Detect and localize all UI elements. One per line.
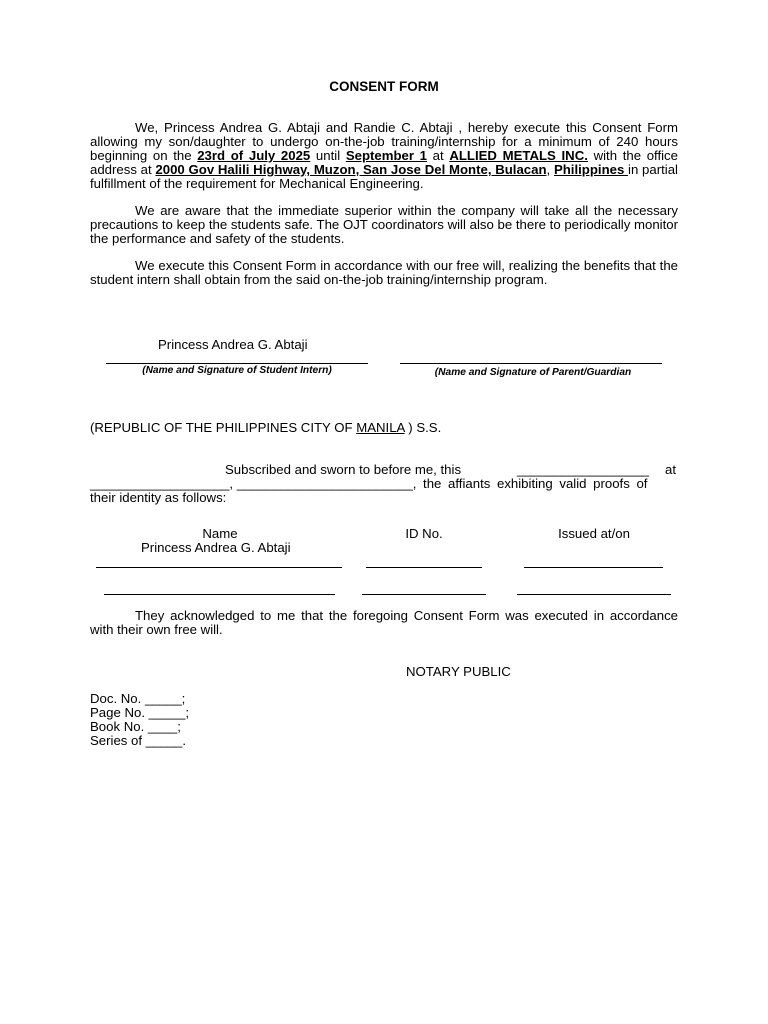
sworn-date-blank[interactable]: __________________ [517,462,650,477]
sworn-place-blank[interactable]: ___________________, [90,476,234,491]
safety-text: We are aware that the immediate superior within the company will take all the necessary precautions to keep the students safe. The OJT coordinators will also be there to periodically monitor the performance and safety of the students. [90,203,678,246]
paragraph-acknowledgment [90,609,678,637]
start-date: 23rd of July 2025 [197,148,311,163]
registry-book-blank[interactable]: ____; [147,719,181,734]
consent-text-6: in partial fulfillment of the requirement for Mechanical Engineering. [90,162,678,191]
company-name: ALLIED METALS INC. [449,148,588,163]
document-title: CONSENT FORM [329,79,439,94]
sworn-text: Subscribed and sworn to before me, this [225,462,462,477]
col-header-id: ID No. [405,526,443,541]
consent-text-4: with the office address at [90,148,678,177]
row1-issued-line[interactable] [524,567,663,568]
student-signature-line[interactable] [106,363,368,364]
registry-book: Book No. ____; [90,719,181,734]
registry-doc-blank[interactable]: _____; [144,691,186,706]
consent-text-2: until [310,148,346,163]
sworn-identity-text: their identity as follows: [90,490,227,505]
free-will-text: We execute this Consent Form in accordance with our free will, realizing the benefits that the student intern shall obtain from the said on-the-job training/internship program. [90,258,678,287]
registry-series-blank[interactable]: _____. [145,733,187,748]
row2-issued-line[interactable] [517,594,671,595]
consent-text-5: , [546,162,554,177]
sworn-line-2 [90,476,647,491]
sworn-affiants-text: , the affiants exhibiting valid proofs of [412,476,648,491]
col-header-issued: Issued at/on [558,526,630,541]
parent-signature-line[interactable] [400,363,662,364]
table-row-name: Princess Andrea G. Abtaji [141,540,291,555]
row1-name-line[interactable] [96,567,342,568]
consent-text-1: We, Princess Andrea G. Abtaji and Randie C. Abtaji , hereby execute this Consent Form allowing my son/daughter to undergo on-the-job training/internship for a minimum of 240 hours beginning on the [90,120,678,163]
student-signature-caption: (Name and Signature of Student Intern) [142,365,332,376]
end-date: September 1 [345,148,427,163]
paragraph-safety [90,204,678,246]
registry-block [90,692,189,748]
row2-name-line[interactable] [104,594,335,595]
registry-page: Page No. _____; [90,705,190,720]
registry-page-blank[interactable]: _____; [148,705,190,720]
row1-id-line[interactable] [366,567,482,568]
acknowledgment-text: They acknowledged to me that the foregoing Consent Form was executed in accordance with their own free will. [90,608,678,637]
notary-public-label: NOTARY PUBLIC [406,664,511,679]
venue-line [90,420,441,435]
col-header-name: Name [202,526,238,541]
student-name: Princess Andrea G. Abtaji [158,337,308,352]
paragraph-free-will [90,259,678,287]
venue-city: MANILA [356,420,405,435]
registry-doc: Doc. No. _____; [90,691,186,706]
office-address: 2000 Gov Halili Highway, Muzon, San Jose Del Monte, Bulacan [155,162,547,177]
consent-text-3: at [426,148,450,163]
venue-suffix: ) S.S. [404,420,442,435]
paragraph-consent [90,121,678,191]
country: Philippines [553,162,629,177]
sworn-at: at [665,462,676,477]
row2-id-line[interactable] [362,594,486,595]
venue-prefix: (REPUBLIC OF THE PHILIPPINES CITY OF [90,420,357,435]
parent-signature-caption: (Name and Signature of Parent/Guardian [434,367,632,378]
sworn-date2-blank[interactable]: ________________________ [236,476,413,491]
registry-series: Series of _____. [90,733,187,748]
